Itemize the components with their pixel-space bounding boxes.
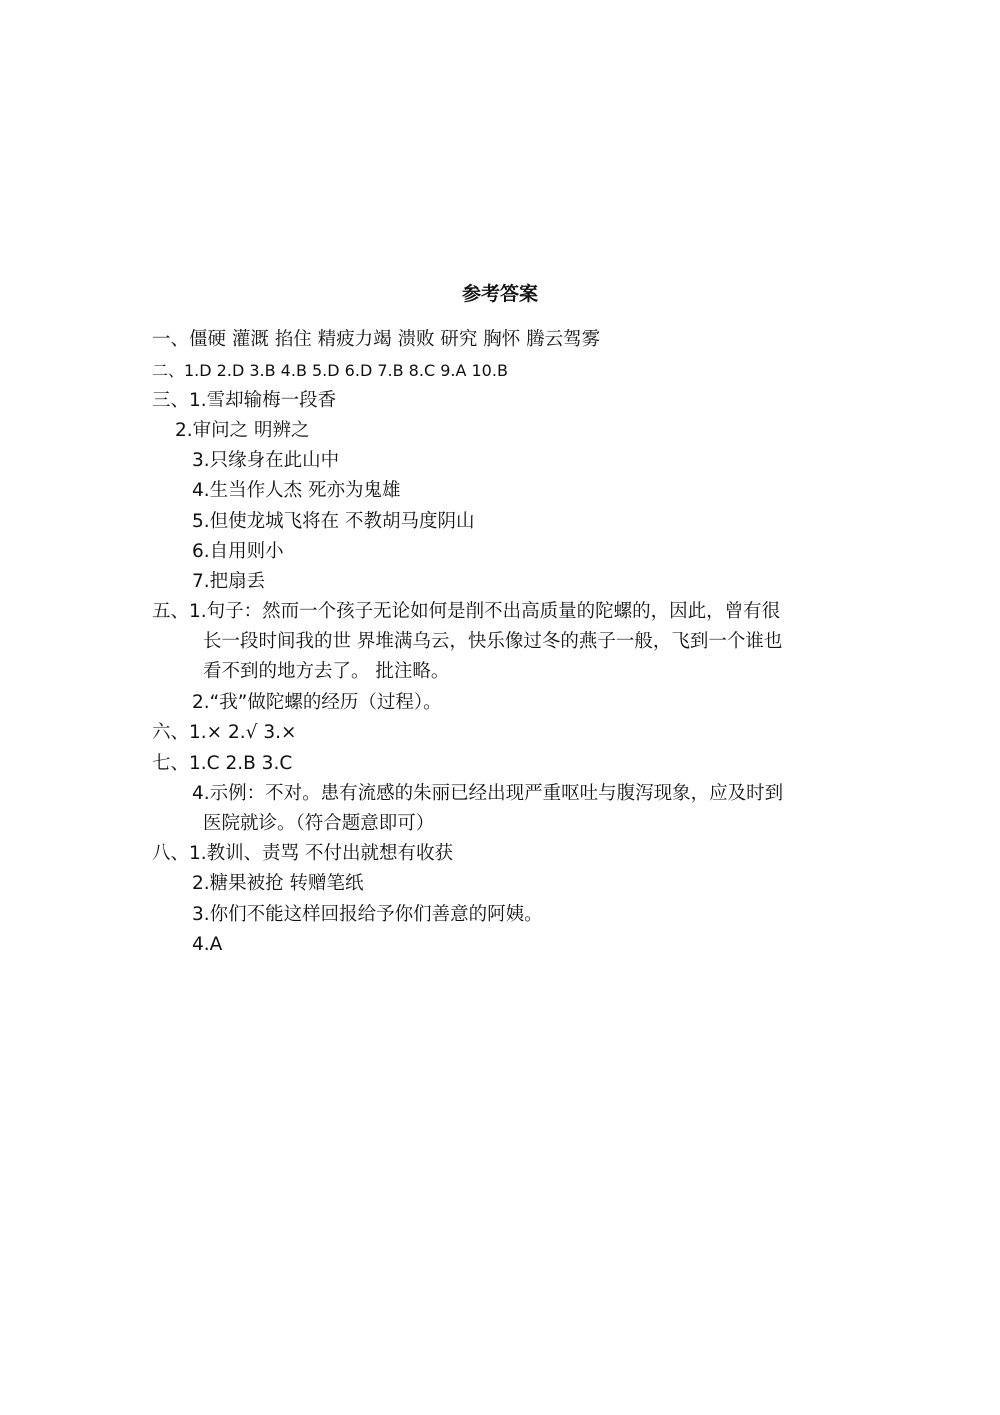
answer-line-7: 5.但使龙城飞将在 不教胡马度阴山 [192, 511, 475, 532]
answer-line-21: 4.A [192, 934, 223, 955]
answer-line-17: 医院就诊。（符合题意即可） [203, 813, 435, 834]
answer-line-19: 2.糖果被抢 转赠笔纸 [192, 873, 364, 894]
answer-line-8: 6.自用则小 [192, 541, 284, 562]
answer-line-4: 2.审问之 明辨之 [175, 420, 310, 441]
answer-line-3: 三、1.雪却输梅一段香 [152, 390, 337, 411]
answer-line-12: 看不到的地方去了。 批注略。 [203, 661, 450, 682]
answer-line-10: 五、1.句子：然而一个孩子无论如何是削不出高质量的陀螺的，因此，曾有很 [152, 601, 781, 622]
answer-line-2: 二、1.D 2.D 3.B 4.B 5.D 6.D 7.B 8.C 9.A 10.B [152, 361, 508, 380]
answer-line-6: 4.生当作人杰 死亦为鬼雄 [192, 480, 401, 501]
answer-line-15: 七、1.C 2.B 3.C [152, 753, 293, 774]
answer-line-11: 长一段时间我的世 界堆满乌云，快乐像过冬的燕子一般，飞到一个谁也 [203, 631, 783, 652]
answer-line-5: 3.只缘身在此山中 [192, 450, 340, 471]
answer-line-1: 一、僵硬 灌溉 掐住 精疲力竭 溃败 研究 胸怀 腾云驾雾 [152, 329, 601, 350]
answer-line-20: 3.你们不能这样回报给予你们善意的阿姨。 [192, 904, 543, 925]
answer-line-14: 六、1.× 2.√ 3.× [152, 722, 297, 743]
answer-line-13: 2.“我”做陀螺的经历（过程）。 [192, 692, 442, 713]
page-title: 参考答案 [461, 283, 538, 305]
answer-line-18: 八、1.教训、责骂 不付出就想有收获 [152, 843, 454, 864]
answer-line-16: 4.示例：不对。患有流感的朱丽已经出现严重呕吐与腹泻现象，应及时到 [192, 783, 784, 804]
answer-line-9: 7.把扇丢 [192, 571, 266, 592]
